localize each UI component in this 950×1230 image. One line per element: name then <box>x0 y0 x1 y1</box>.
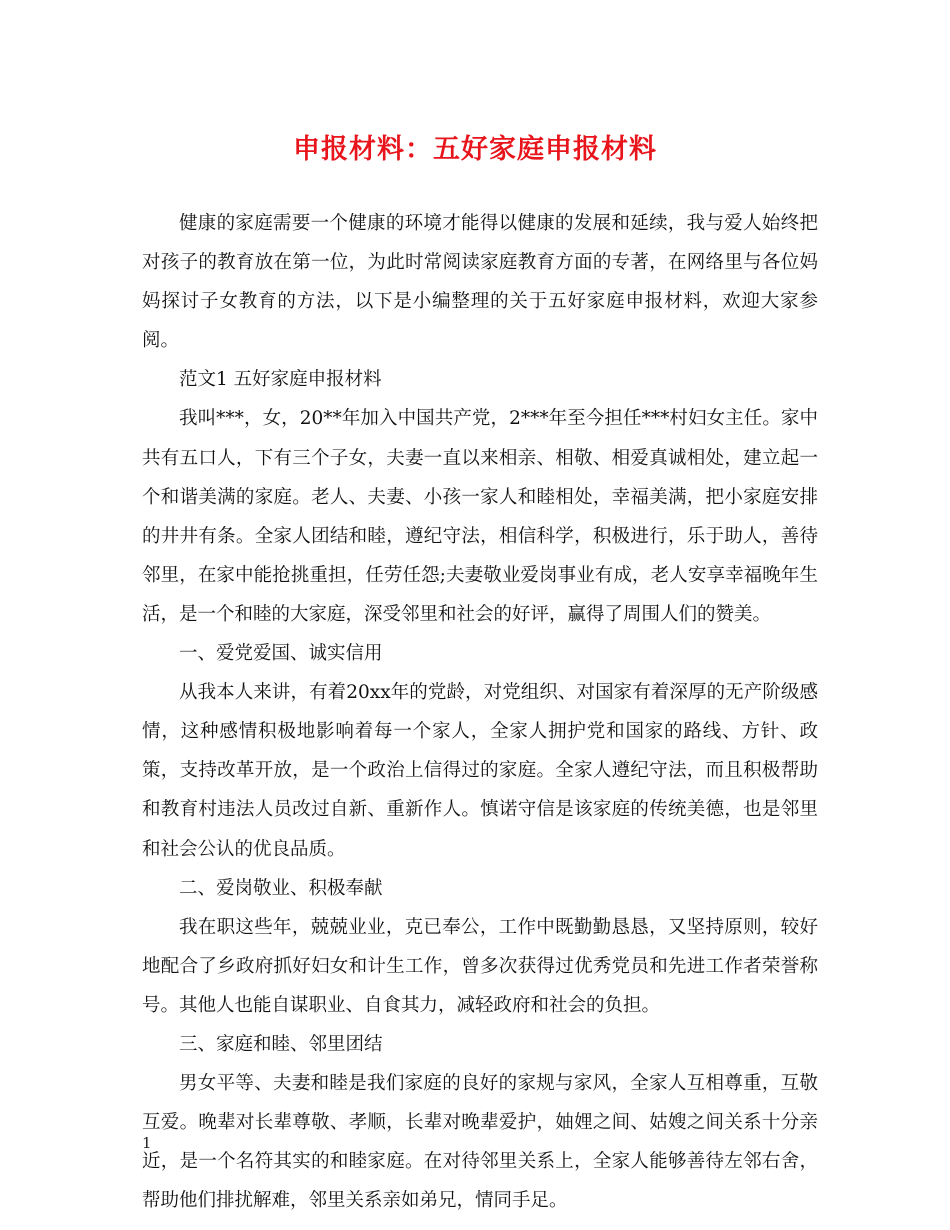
page-number: 1 <box>142 1134 152 1152</box>
body-paragraph: 我在职这些年，兢兢业业，克已奉公，工作中既勤勤恳恳，又坚持原则，较好地配合了乡政府抓好妇女和计生工作，曾多次获得过优秀党员和先进工作者荣誉称号。其他人也能自谋职业、自食其力，减轻政府和社会的负担。 <box>142 916 818 1016</box>
sample-heading: 范文1 五好家庭申报材料 <box>179 369 382 391</box>
body-paragraph: 男女平等、夫妻和睦是我们家庭的良好的家规与家风，全家人互相尊重，互敬互爱。晚辈对长辈尊敬、孝顺，长辈对晚辈爱护，妯娌之间、姑嫂之间关系十分亲近，是一个名符其实的和睦家庭。在对待邻里关系上，全家人能够善待左邻右舍，帮助他们排扰解难，邻里关系亲如弟兄，情同手足。 <box>142 1073 818 1212</box>
intro-paragraph: 健康的家庭需要一个健康的环境才能得以健康的发展和延续，我与爱人始终把对孩子的教育放在第一位，为此时常阅读家庭教育方面的专著，在网络里与各位妈妈探讨子女教育的方法，以下是小编整理的关于五好家庭申报材料，欢迎大家参阅。 <box>142 213 818 352</box>
document-title: 申报材料：五好家庭申报材料 <box>293 134 657 165</box>
section-heading: 三、家庭和睦、邻里团结 <box>179 1033 383 1055</box>
section-heading: 二、爱岗敬业、积极奉献 <box>179 877 383 899</box>
document-body <box>142 204 818 1220</box>
section-heading: 一、爱党爱国、诚实信用 <box>179 643 383 665</box>
body-paragraph: 从我本人来讲，有着20xx年的党龄，对党组织、对国家有着深厚的无产阶级感情，这种感情积极地影响着每一个家人，全家人拥护党和国家的路线、方针、政策，支持改革开放，是一个政治上信得过的家庭。全家人遵纪守法，而且积极帮助和教育村违法人员改过自新、重新作人。慎诺守信是该家庭的传统美德，也是邻里和社会公认的优良品质。 <box>142 682 818 860</box>
body-paragraph: 我叫***，女，20**年加入中国共产党，2***年至今担任***村妇女主任。家中共有五口人，下有三个子女，夫妻一直以来相亲、相敬、相爱真诚相处，建立起一个和谐美满的家庭。老人、夫妻、小孩一家人和睦相处，幸福美满，把小家庭安排的井井有条。全家人团结和睦，遵纪守法，相信科学，积极进行，乐于助人，善待邻里，在家中能抢挑重担，任劳任怨;夫妻敬业爱岗事业有成，老人安享幸福晚年生活，是一个和睦的大家庭，深受邻里和社会的好评，赢得了周围人们的赞美。 <box>142 408 818 625</box>
